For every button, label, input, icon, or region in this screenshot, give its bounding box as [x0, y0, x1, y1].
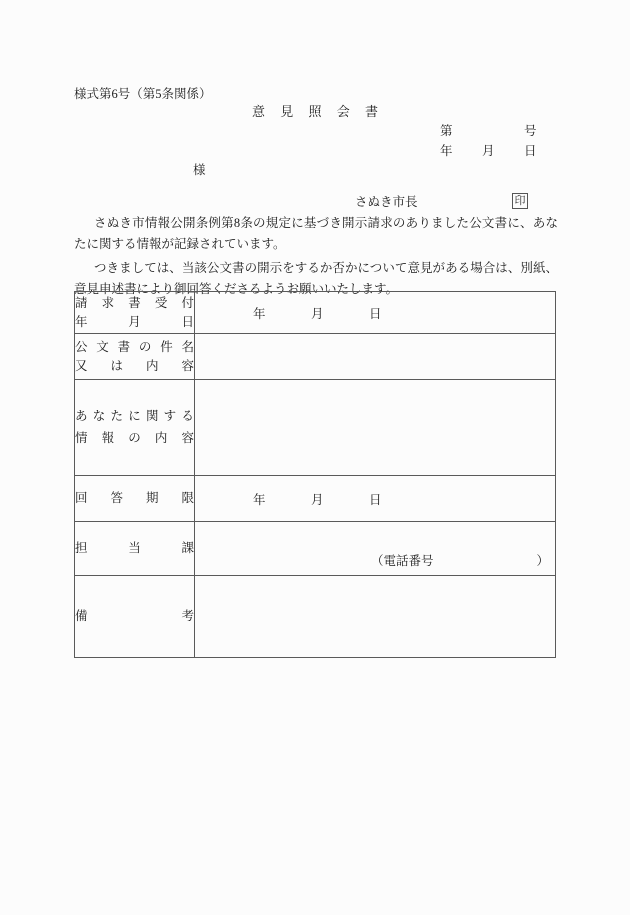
row-label-your-information — [75, 380, 195, 476]
day-label: 日 — [369, 492, 382, 507]
table-row — [75, 522, 556, 576]
phone-close-label: ） — [536, 554, 549, 568]
seal-stamp-box: 印 — [512, 193, 528, 209]
label-line-2: 情 報 の 内 容 — [75, 431, 194, 445]
date-year-label: 年 — [440, 144, 453, 158]
recipient-honorific: 様 — [193, 163, 206, 177]
label-line-2: 又 は 内 容 — [75, 358, 194, 373]
row-value-your-information[interactable] — [195, 380, 556, 476]
date-day-label: 日 — [524, 144, 537, 158]
table-row — [75, 476, 556, 522]
table-row — [75, 334, 556, 380]
row-label-document-subject — [75, 334, 195, 380]
form-table — [74, 291, 556, 658]
day-label: 日 — [369, 306, 382, 321]
label-line-1: 回 答 期 限 — [75, 491, 194, 505]
row-label-responsible-section — [75, 522, 195, 576]
document-number-block — [440, 121, 546, 161]
row-label-request-receipt — [75, 292, 195, 334]
year-label: 年 — [253, 492, 266, 507]
phone-inner — [371, 551, 549, 569]
row-value-document-subject[interactable] — [195, 334, 556, 380]
year-label: 年 — [253, 306, 266, 321]
label-line-1: 請 求 書 受 付 — [75, 295, 194, 310]
form-code: 様式第6号（第5条関係） — [74, 87, 212, 101]
body-text — [74, 213, 558, 299]
row-value-responsible-section[interactable] — [195, 522, 556, 576]
date-month-label: 月 — [482, 144, 495, 158]
row-label-remarks — [75, 576, 195, 658]
document-date-row — [440, 141, 546, 161]
page-title: 意 見 照 会 書 — [251, 104, 384, 119]
row-value-reply-deadline[interactable] — [195, 476, 556, 522]
number-prefix-label: 第 — [440, 124, 453, 138]
table-row — [75, 292, 556, 334]
row-value-request-receipt[interactable] — [195, 292, 556, 334]
number-suffix-label: 号 — [524, 124, 537, 138]
phone-number-field[interactable] — [195, 551, 549, 569]
label-line-1: 担 当 課 — [75, 541, 194, 555]
table-row — [75, 576, 556, 658]
document-number-row — [440, 121, 546, 141]
row-label-reply-deadline — [75, 476, 195, 522]
body-paragraph-1: さぬき市情報公開条例第8条の規定に基づき開示請求のありました公文書に、あなたに関する情報が記録されています。 — [74, 216, 558, 251]
phone-open-label: （電話番号 — [371, 554, 434, 568]
label-line-1: あ な た に 関 す る — [75, 409, 194, 423]
row-value-remarks[interactable] — [195, 576, 556, 658]
label-line-2: 年 月 日 — [75, 314, 194, 329]
label-line-1: 公 文 書 の 件 名 — [75, 339, 194, 354]
label-line-1: 備 考 — [75, 609, 194, 623]
issuer-name: さぬき市長 — [355, 195, 418, 209]
month-label: 月 — [311, 306, 324, 321]
date-input-group[interactable] — [253, 304, 453, 322]
table-row — [75, 380, 556, 476]
date-input-group[interactable] — [253, 490, 453, 508]
month-label: 月 — [311, 492, 324, 507]
body-paragraph-2: つきましては、当該公文書の開示をするか否かについて意見がある場合は、別紙、意見申述書により御回答くださるようお願いいたします。 — [74, 261, 558, 296]
